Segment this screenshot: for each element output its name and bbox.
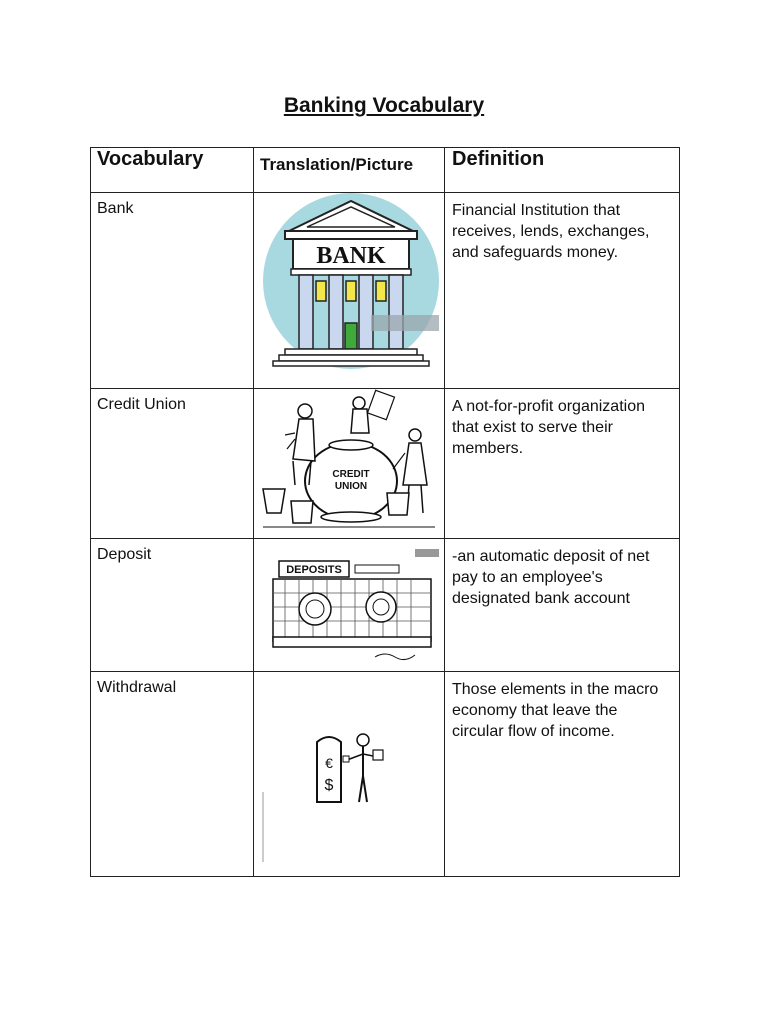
bank-sign-text: BANK [316,243,386,269]
header-vocabulary: Vocabulary [91,148,254,193]
table-header-row [91,148,680,193]
definition-bank: Financial Institution that receives, lends, exchanges, and safeguards money. [445,193,680,389]
table-row [91,389,680,539]
table-row [91,539,680,672]
svg-text:UNION: UNION [334,481,368,492]
picture-withdrawal [254,672,445,877]
header-definition: Definition [445,148,680,193]
definition-withdrawal: Those elements in the macro economy that leave the circular flow of income. [445,672,680,877]
table-row [91,672,680,877]
term-credit-union: Credit Union [91,389,254,539]
definition-deposit: -an automatic deposit of net pay to an employee's designated bank account [445,539,680,672]
svg-text:$: $ [324,777,334,794]
header-translation: Translation/Picture [254,148,445,193]
table-row [91,193,680,389]
page-title: Banking Vocabulary [283,94,485,117]
credit-union-pot-icon [255,389,443,537]
term-bank: Bank [91,193,254,389]
svg-text:€: € [325,755,333,771]
picture-bank [254,193,445,389]
picture-credit-union [254,389,445,539]
deposit-counter-icon [255,539,443,669]
vocabulary-table [90,147,680,877]
atm-withdrawal-icon [255,672,443,872]
term-withdrawal: Withdrawal [91,672,254,877]
bank-building-icon [255,193,443,383]
svg-text:CREDIT: CREDIT [332,469,370,480]
term-deposit: Deposit [91,539,254,672]
deposit-sign-text: DEPOSITS [286,564,342,576]
definition-credit-union: A not-for-profit organization that exist to serve their members. [445,389,680,539]
picture-deposit [254,539,445,672]
